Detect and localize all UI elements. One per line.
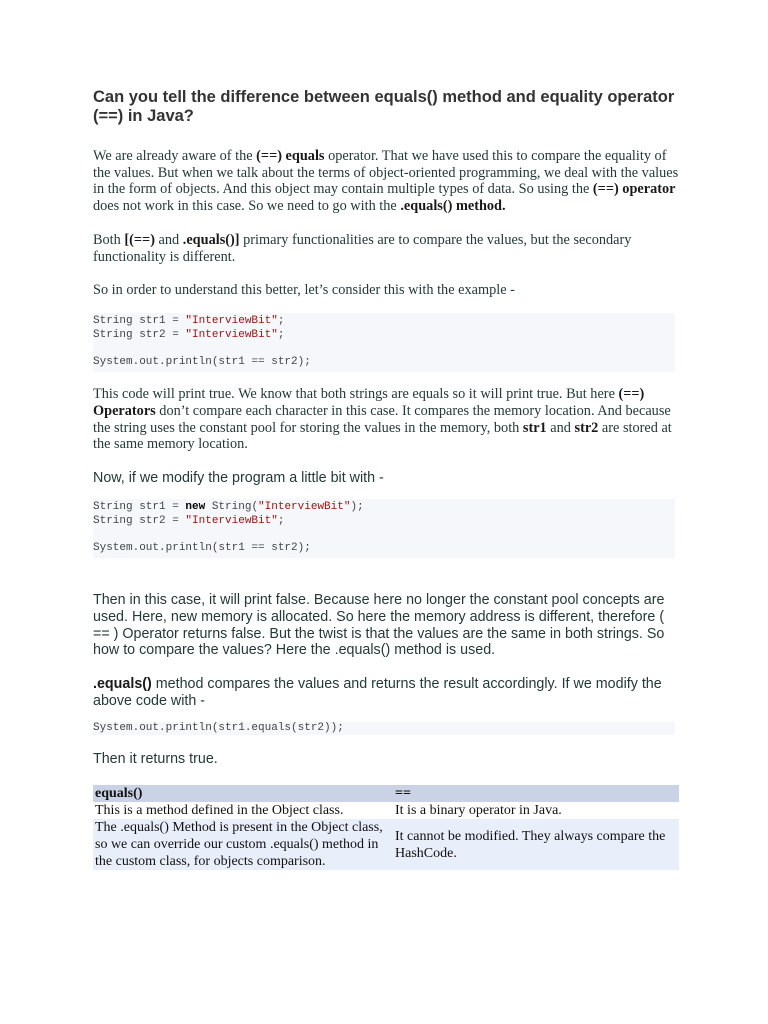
code-line: String str2 = "InterviewBit"; bbox=[93, 328, 285, 341]
code-line: String str1 = new String("InterviewBit"); bbox=[93, 500, 364, 513]
page-title: Can you tell the difference between equals() method and equality operator (==) in Java? bbox=[93, 88, 675, 125]
false-result-paragraph: Then in this case, it will print false. Because here no longer the constant pool concepts are used. Here, new memory is allocated. So here the memory address is different, therefore ( == ) Operator returns false. But the twist is that the values are the same in both strings. So how to compare the values? Here the .equals() method is used. bbox=[93, 591, 665, 659]
table-row bbox=[93, 819, 679, 870]
table-header-row bbox=[93, 785, 679, 802]
bold-run: (==) equals bbox=[256, 148, 325, 164]
table-header-cell: equals() bbox=[93, 785, 393, 802]
text-run: We are already aware of the bbox=[93, 148, 257, 164]
code-line: String str2 = "InterviewBit"; bbox=[93, 514, 285, 527]
code-line: System.out.println(str1 == str2); bbox=[93, 356, 311, 369]
text-run: does not work in this case. So we need to go with the bbox=[93, 198, 401, 215]
code-line: System.out.println(str1.equals(str2)); bbox=[93, 721, 344, 734]
example-intro-paragraph: So in order to understand this better, let’s consider this with the example - bbox=[93, 282, 515, 299]
bold-run: (==) operator bbox=[592, 181, 676, 198]
bold-run: [(==) bbox=[124, 231, 155, 248]
bold-run: .equals() method. bbox=[400, 198, 506, 215]
text-run: primary functionalities are to compare the values, but the secondary functionality is different. bbox=[93, 231, 632, 265]
document-page bbox=[93, 88, 683, 870]
code-line: String str1 = "InterviewBit"; bbox=[93, 314, 285, 327]
text-run: operator. That we have used this to compare the equality of the values. But when we talk about the terms of object-oriented programming, we deal with the values in the form of objects. And this object may contain multiple types of data. So using the bbox=[93, 148, 679, 198]
intro-paragraph bbox=[93, 148, 683, 215]
code-block-1 bbox=[93, 313, 675, 372]
table-cell: It cannot be modified. They always compare the HashCode. bbox=[393, 819, 679, 870]
text-run: and bbox=[154, 231, 183, 248]
modify-paragraph: Now, if we modify the program a little bit with - bbox=[93, 469, 384, 486]
table-cell: It is a binary operator in Java. bbox=[393, 802, 679, 819]
table-row bbox=[93, 802, 679, 819]
table-header-cell: == bbox=[393, 785, 679, 802]
functionality-paragraph bbox=[93, 232, 683, 265]
table-cell: This is a method defined in the Object class. bbox=[93, 802, 393, 819]
comparison-table bbox=[93, 785, 679, 870]
bold-run: .equals()] bbox=[182, 231, 240, 248]
code-block-2 bbox=[93, 499, 675, 558]
equals-paragraph: .equals() method compares the values and returns the result accordingly. If we modify the above code with - bbox=[93, 676, 662, 709]
explanation-paragraph: This code will print true. We know that both strings are equals so it will print true. But here (==) Operators don’t compare each character in this case. It compares the memory location. And because the string uses the constant pool for storing the values in the memory, both str1 and str2 are stored at the same memory location. bbox=[93, 386, 672, 453]
code-line: System.out.println(str1 == str2); bbox=[93, 542, 311, 555]
code-block-3 bbox=[93, 722, 675, 736]
true-result-paragraph: Then it returns true. bbox=[93, 751, 218, 768]
table-cell: The .equals() Method is present in the Object class, so we can override our custom .equals() method in the custom class, for objects comparison. bbox=[93, 819, 393, 870]
text-run: Both bbox=[93, 231, 125, 248]
